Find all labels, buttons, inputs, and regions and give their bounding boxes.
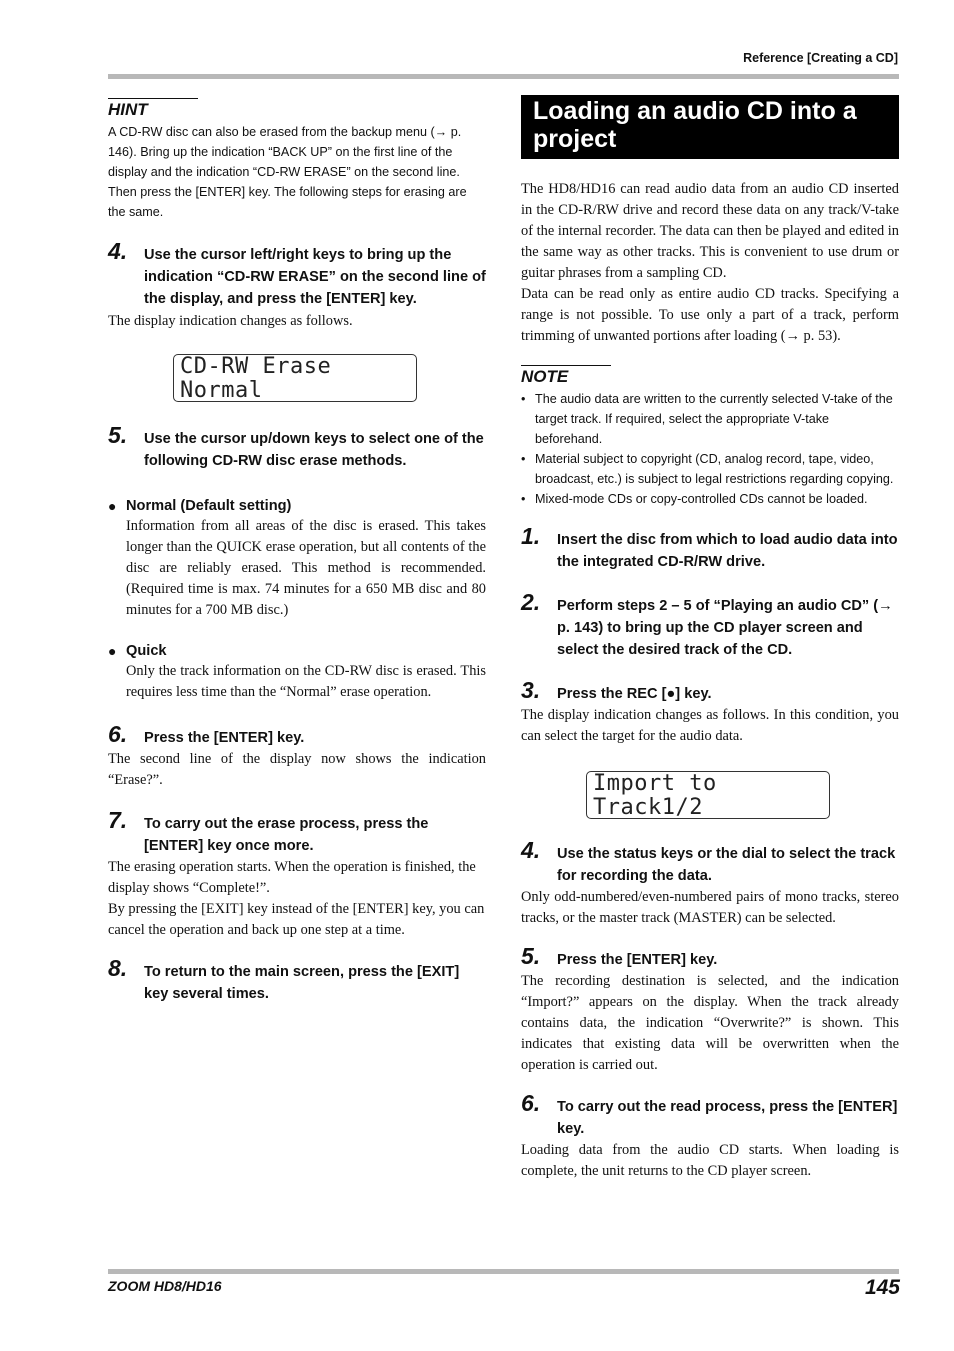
step-7 [108,807,486,857]
note-item: • Material subject to copyright (CD, analog record, tape, video, broadcast, etc.) is subject to legal restrictions regarding copying. [521,449,899,489]
note-label: NOTE [521,365,611,387]
step-2 [521,589,899,661]
note-list [521,389,899,509]
step-instruction: To carry out the read process, press the [ENTER] key. [557,1099,898,1137]
lcd-display [586,771,830,819]
option-quick-heading [108,641,486,661]
step-instruction: Perform steps 2 – 5 of “Playing an audio CD” (→ p. 143) to bring up the CD player screen and select the desired track of the CD. [557,598,893,658]
step-instruction: Press the [ENTER] key. [144,730,305,746]
step-description: The erasing operation starts. When the operation is finished, the display shows “Complete!”. [108,859,476,896]
option-title: Quick [126,643,167,659]
step-6 [521,1090,899,1140]
step-number: 3. [521,677,541,703]
step-number: 2. [521,589,541,615]
step-number: 5. [108,422,128,448]
step-8 [108,955,486,1005]
lcd-line-2: Normal [180,378,263,403]
bullet-icon: • [521,452,526,466]
step-number: 4. [108,238,128,264]
lcd-line-1: Import to [593,771,717,796]
header-rule [108,74,899,79]
page-header-reference: Reference [Creating a CD] [743,51,898,65]
step-1 [521,523,899,573]
step-instruction: To carry out the erase process, press the [ENTER] key once more. [144,816,429,854]
step-5 [521,943,899,971]
step-4 [108,238,486,310]
intro-paragraph: Data can be read only as entire audio CD tracks. Specifying a range is not possible. To use only a part of a track, perform trimming of unwanted portions after loading (→ p. 53). [521,286,899,344]
hint-label: HINT [108,98,198,120]
section-title: Loading an audio CD into a project [521,95,899,159]
option-normal-text: Information from all areas of the disc is erased. This takes longer than the QUICK erase operation, but all contents of the disc are reliably erased. This method is recommended. (Required time is max. 74 minutes for a 650 MB disc and 80 minutes for a 700 MB disc.) [126,518,486,618]
bullet-icon: ● [108,643,117,659]
page-number: 145 [864,1276,900,1299]
footer-product-title: ZOOM HD8/HD16 [108,1278,222,1294]
step-description: The display indication changes as follows. [108,313,353,329]
lcd-display [173,354,417,402]
step-instruction: Use the cursor up/down keys to select one of the following CD-RW disc erase methods. [144,431,484,469]
step-number: 5. [521,943,541,969]
note-item: • The audio data are written to the currently selected V-take of the target track. If required, select the appropriate V-take beforehand. [521,389,899,449]
step-description: Only odd-numbered/even-numbered pairs of mono tracks, stereo tracks, or the master track (MASTER) can be selected. [521,889,899,926]
option-title: Normal (Default setting) [126,498,292,514]
step-instruction: Press the REC [●] key. [557,686,712,702]
bullet-icon: • [521,392,526,406]
step-number: 7. [108,807,128,833]
step-description: The display indication changes as follows. In this condition, you can select the target for the audio data. [521,707,899,744]
step-number: 4. [521,837,541,863]
step-instruction: Press the [ENTER] key. [557,952,718,968]
bullet-icon: • [521,492,526,506]
step-4 [521,837,899,887]
step-description: Loading data from the audio CD starts. When loading is complete, the unit returns to the CD player screen. [521,1142,899,1179]
option-normal-heading [108,496,486,516]
lcd-line-2: Track1/2 [593,795,703,820]
step-6 [108,721,486,749]
left-column [108,98,486,1005]
note-item: • Mixed-mode CDs or copy-controlled CDs cannot be loaded. [521,489,899,509]
step-number: 1. [521,523,541,549]
hint-box [108,98,486,222]
step-number: 6. [108,721,128,747]
step-description: By pressing the [EXIT] key instead of the [ENTER] key, you can cancel the operation and back up one step at a time. [108,901,485,938]
step-description: The recording destination is selected, and the indication “Import?” appears on the display. When the track already contains data, the indication “Overwrite?” is shown. This indicates that existing data will be overwritten when the operation is carried out. [521,973,899,1073]
step-3 [521,677,899,705]
step-5 [108,422,486,472]
right-column [521,95,899,1182]
step-instruction: Use the status keys or the dial to select the track for recording the data. [557,846,896,884]
step-instruction: Insert the disc from which to load audio data into the integrated CD-R/RW drive. [557,532,898,570]
bullet-icon: ● [108,498,117,514]
step-number: 8. [108,955,128,981]
step-instruction: To return to the main screen, press the [EXIT] key several times. [144,964,460,1002]
step-instruction: Use the cursor left/right keys to bring up the indication “CD-RW ERASE” on the second line of the display, and press the [ENTER] key. [144,247,486,307]
step-number: 6. [521,1090,541,1116]
step-description: The second line of the display now shows the indication “Erase?”. [108,751,486,788]
hint-text: A CD-RW disc can also be erased from the backup menu (→ p. 146). Bring up the indication “BACK UP” on the first line of the display and the indication “CD-RW ERASE” on the second line. Then press the [ENTER] key. The following steps for erasing are the same. [108,125,467,219]
note-box [521,365,899,509]
intro-paragraph: The HD8/HD16 can read audio data from an audio CD inserted in the CD-R/RW drive and record these data on any track/V-take of the internal recorder. The data can then be played and edited in the same way as other tracks. This is convenient to use drum or guitar phrases from a sampling CD. [521,181,899,281]
footer-rule [108,1269,899,1274]
lcd-line-1: CD-RW Erase [180,354,332,379]
option-quick-text: Only the track information on the CD-RW disc is erased. This requires less time than the “Normal” erase operation. [126,663,486,700]
